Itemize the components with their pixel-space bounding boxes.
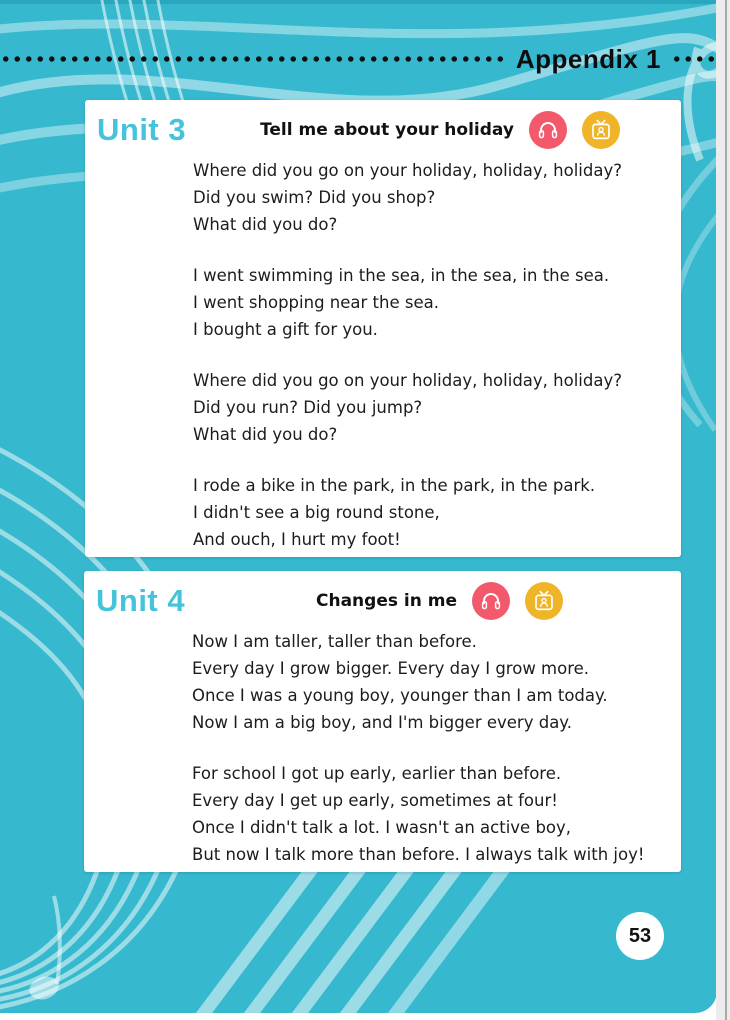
lyric-line: I rode a bike in the park, in the park, in the park. xyxy=(193,476,596,495)
tv-icon xyxy=(532,589,556,613)
lyric-line: But now I talk more than before. I always talk with joy! xyxy=(192,845,645,864)
lyric-line: What did you do? xyxy=(193,215,338,234)
lyric-line: Now I am taller, taller than before. xyxy=(192,632,477,651)
stanza xyxy=(193,262,681,343)
lyric-line: Every day I get up early, sometimes at four! xyxy=(192,791,558,810)
lyric-line: I went swimming in the sea, in the sea, in the sea. xyxy=(193,266,610,285)
lyric-line: Did you run? Did you jump? xyxy=(193,398,423,417)
unit4-title-group xyxy=(246,582,633,620)
lyric-line: Once I didn't talk a lot. I wasn't an active boy, xyxy=(192,818,572,837)
unit4-lyrics xyxy=(192,628,681,868)
unit3-song-title: Tell me about your holiday xyxy=(260,120,514,140)
headphones-icon xyxy=(479,589,503,613)
unit4-song-title: Changes in me xyxy=(316,591,457,611)
unit3-audio-button[interactable] xyxy=(529,111,567,149)
unit3-label: Unit 3 xyxy=(97,112,187,147)
lyric-line: Once I was a young boy, younger than I am today. xyxy=(192,686,608,705)
stanza xyxy=(192,760,681,868)
unit4-video-button[interactable] xyxy=(525,582,563,620)
lyric-line: For school I got up early, earlier than before. xyxy=(192,764,562,783)
dotted-rule-left xyxy=(0,56,506,62)
stanza xyxy=(193,472,681,553)
appendix-title: Appendix 1 xyxy=(515,43,661,74)
unit4-label: Unit 4 xyxy=(96,583,186,618)
unit3-card-header xyxy=(85,100,681,149)
stanza xyxy=(193,157,681,238)
lyric-line: Did you swim? Did you shop? xyxy=(193,188,436,207)
unit3-song-card xyxy=(85,100,681,557)
scan-edge-line xyxy=(725,0,727,1020)
dotted-rule-right xyxy=(671,56,717,62)
lyric-line: What did you do? xyxy=(193,425,338,444)
tv-icon xyxy=(589,118,613,142)
stanza xyxy=(192,628,681,736)
lyric-line: I bought a gift for you. xyxy=(193,320,378,339)
page-number: 53 xyxy=(628,924,652,947)
lyric-line: And ouch, I hurt my foot! xyxy=(193,530,401,549)
lyric-line: I went shopping near the sea. xyxy=(193,293,439,312)
unit3-video-button[interactable] xyxy=(582,111,620,149)
unit3-lyrics xyxy=(193,157,681,553)
page-number-badge xyxy=(616,912,664,960)
lyric-line: Now I am a big boy, and I'm bigger every day. xyxy=(192,713,572,732)
unit4-card-header xyxy=(84,571,681,620)
lyric-line: I didn't see a big round stone, xyxy=(193,503,440,522)
unit3-title-group xyxy=(247,111,633,149)
stanza xyxy=(193,367,681,448)
page-top-strip xyxy=(0,0,717,4)
appendix-header xyxy=(0,42,717,76)
unit4-song-card xyxy=(84,571,681,872)
headphones-icon xyxy=(536,118,560,142)
lyric-line: Every day I grow bigger. Every day I grow more. xyxy=(192,659,590,678)
lyric-line: Where did you go on your holiday, holiday, holiday? xyxy=(193,161,622,180)
unit4-audio-button[interactable] xyxy=(472,582,510,620)
lyric-line: Where did you go on your holiday, holiday, holiday? xyxy=(193,371,622,390)
scan-edge xyxy=(716,0,730,1020)
